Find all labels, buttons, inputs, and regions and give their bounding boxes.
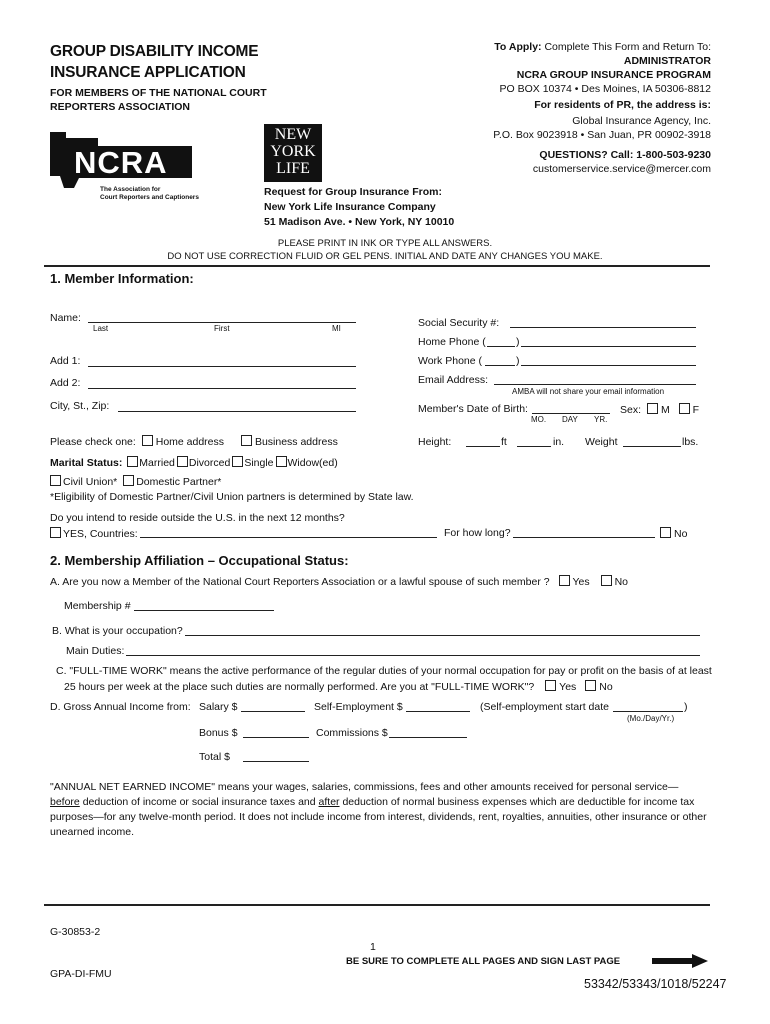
single-label: Single <box>244 457 274 469</box>
dob-mo-caption: MO. <box>531 415 547 424</box>
height-label: Height: <box>418 436 452 448</box>
single-checkbox[interactable] <box>232 456 243 467</box>
business-address-label: Business address <box>254 436 338 448</box>
reside-yes-checkbox[interactable] <box>50 527 61 538</box>
section-2-heading: 2. Membership Affiliation – Occupational Status: <box>50 553 349 568</box>
form-title-line2: INSURANCE APPLICATION <box>50 64 246 81</box>
full-time-yes-label: Yes <box>559 681 577 693</box>
member-question <box>50 575 628 588</box>
complete-all-pages-note: BE SURE TO COMPLETE ALL PAGES AND SIGN LAST PAGE <box>346 956 621 967</box>
form-code: G-30853-2 <box>50 926 101 938</box>
total-input[interactable] <box>243 749 309 762</box>
dob-day-caption: DAY <box>562 415 578 424</box>
home-address-checkbox[interactable] <box>142 435 153 446</box>
ncra-logo <box>50 132 200 204</box>
divorced-checkbox[interactable] <box>177 456 188 467</box>
request-line-1: Request for Group Insurance From: <box>264 186 442 198</box>
sex-f-checkbox[interactable] <box>679 403 690 414</box>
commissions-label: Commissions $ <box>316 727 388 739</box>
nyl-logo-word-2: YORK <box>270 143 316 160</box>
pr-heading: For residents of PR, the address is: <box>534 99 711 111</box>
definition-end: deduction of normal business expenses which are deductible for income tax <box>339 796 695 808</box>
partner-row <box>50 475 221 488</box>
sex-field <box>620 403 699 416</box>
questions-phone: QUESTIONS? Call: 1-800-503-9230 <box>539 149 711 161</box>
how-long-label: For how long? <box>444 527 511 539</box>
home-phone-input[interactable] <box>521 334 696 347</box>
pr-agency: Global Insurance Agency, Inc. <box>572 115 711 127</box>
business-address-checkbox[interactable] <box>241 435 252 446</box>
reside-yes-row <box>50 527 138 540</box>
divorced-label: Divorced <box>188 457 231 469</box>
reside-no-label: No <box>674 528 688 540</box>
mailing-address: PO BOX 10374 • Des Moines, IA 50306-8812 <box>499 83 711 95</box>
ssn-input[interactable] <box>510 315 696 328</box>
document-codes: 53342/53343/1018/52247 <box>584 977 727 991</box>
self-employment-start-paren: ) <box>684 701 688 713</box>
definition-line-4: unearned income. <box>50 826 135 838</box>
sex-m-label: M <box>660 404 670 416</box>
name-input[interactable] <box>88 310 356 323</box>
member-yes-checkbox[interactable] <box>559 575 570 586</box>
full-time-question <box>64 680 613 693</box>
add1-input[interactable] <box>88 354 356 367</box>
self-employment-start-input[interactable] <box>613 699 683 712</box>
form-title-line1: GROUP DISABILITY INCOME <box>50 43 259 60</box>
arrow-right-icon <box>652 954 708 968</box>
membership-number-input[interactable] <box>134 598 274 611</box>
countries-input[interactable] <box>140 525 437 538</box>
reside-question: Do you intend to reside outside the U.S. in the next 12 months? <box>50 512 345 524</box>
ncra-tagline-2: Court Reporters and Captioners <box>100 194 199 201</box>
height-in-unit: in. <box>553 436 565 448</box>
gpa-code: GPA-DI-FMU <box>50 968 112 980</box>
work-phone-input[interactable] <box>521 353 696 366</box>
main-duties-input[interactable] <box>126 643 700 656</box>
nyl-logo-word-1: NEW <box>274 126 312 143</box>
membership-number-label: Membership # <box>64 600 131 612</box>
annual-income-definition <box>50 780 720 840</box>
sex-m-checkbox[interactable] <box>647 403 658 414</box>
page-number: 1 <box>370 941 376 953</box>
apply-label: To Apply: <box>494 41 542 53</box>
weight-input[interactable] <box>623 434 681 447</box>
print-note-1: PLEASE PRINT IN INK OR TYPE ALL ANSWERS. <box>277 238 493 249</box>
work-phone-area-input[interactable] <box>485 353 515 366</box>
dob-input[interactable] <box>532 401 610 414</box>
request-line-3: 51 Madison Ave. • New York, NY 10010 <box>264 216 455 228</box>
reside-no-row <box>660 527 687 540</box>
civil-union-checkbox[interactable] <box>50 475 61 486</box>
definition-before: before <box>50 796 80 808</box>
married-label: Married <box>139 457 175 469</box>
city-label: City, St., Zip: <box>50 400 110 412</box>
mi-caption: MI <box>332 324 341 333</box>
salary-label: Salary $ <box>199 701 238 713</box>
request-line-2: New York Life Insurance Company <box>264 201 436 213</box>
bonus-label: Bonus $ <box>199 727 238 739</box>
address-type-row <box>50 435 338 448</box>
nyl-logo-word-3: LIFE <box>276 160 310 177</box>
occupation-label: B. What is your occupation? <box>52 625 183 637</box>
home-phone-area-input[interactable] <box>487 334 515 347</box>
definition-line-1: "ANNUAL NET EARNED INCOME" means your wages, salaries, commissions, fees and other amounts received for personal service— <box>50 781 679 793</box>
name-label: Name: <box>50 312 81 324</box>
height-in-input[interactable] <box>517 434 551 447</box>
email-label: Email Address: <box>418 374 489 386</box>
domestic-partner-label: Domestic Partner* <box>136 476 222 488</box>
ncra-logo-text: NCRA <box>74 145 168 180</box>
pr-address: P.O. Box 9023918 • San Juan, PR 00902-3918 <box>493 129 711 141</box>
form-subtitle-line2: REPORTERS ASSOCIATION <box>50 101 191 113</box>
height-ft-input[interactable] <box>466 434 500 447</box>
domestic-partner-checkbox[interactable] <box>123 475 134 486</box>
dob-label: Member's Date of Birth: <box>418 403 528 415</box>
marital-status-label: Marital Status: <box>50 457 123 469</box>
new-york-life-logo <box>264 124 322 182</box>
work-phone-paren: ) <box>516 355 520 367</box>
check-one-label: Please check one: <box>50 436 136 448</box>
sex-label: Sex: <box>620 404 642 416</box>
last-caption: Last <box>93 324 109 333</box>
ssn-label: Social Security #: <box>418 317 500 329</box>
add2-input[interactable] <box>88 376 356 389</box>
self-employment-label: Self-Employment $ <box>314 701 403 713</box>
home-address-label: Home address <box>155 436 225 448</box>
first-caption: First <box>214 324 230 333</box>
self-employment-input[interactable] <box>406 699 470 712</box>
start-date-caption: (Mo./Day/Yr.) <box>627 714 675 723</box>
height-ft-unit: ft <box>501 436 507 448</box>
reside-no-checkbox[interactable] <box>660 527 671 538</box>
married-checkbox[interactable] <box>127 456 138 467</box>
salary-input[interactable] <box>241 699 305 712</box>
marital-status-row <box>50 456 338 469</box>
print-note-2: DO NOT USE CORRECTION FLUID OR GEL PENS. INITIAL AND DATE ANY CHANGES YOU MAKE. <box>167 251 603 262</box>
commissions-input[interactable] <box>389 725 467 738</box>
email-input[interactable] <box>494 372 696 385</box>
full-time-yes-checkbox[interactable] <box>545 680 556 691</box>
program-name: NCRA GROUP INSURANCE PROGRAM <box>516 69 711 81</box>
definition-middle: deduction of income or social insurance taxes and <box>79 796 319 808</box>
full-time-no-label: No <box>599 681 613 693</box>
add2-label: Add 2: <box>50 377 81 389</box>
apply-line <box>371 40 711 54</box>
self-employment-start-label: (Self-employment start date <box>480 701 609 713</box>
bonus-input[interactable] <box>243 725 309 738</box>
weight-unit: lbs. <box>682 436 699 448</box>
home-phone-label: Home Phone ( <box>418 336 486 348</box>
apply-instructions <box>371 40 711 176</box>
footer-divider <box>44 904 710 906</box>
ncra-tagline-1: The Association for <box>100 186 161 193</box>
occupation-input[interactable] <box>185 623 700 636</box>
section-1-heading: 1. Member Information: <box>50 271 194 286</box>
dob-yr-caption: YR. <box>594 415 608 424</box>
member-question-text: A. Are you now a Member of the National Court Reporters Association or a lawful spouse of such member ? <box>50 576 550 588</box>
gross-income-label: D. Gross Annual Income from: <box>50 701 191 713</box>
total-label: Total $ <box>199 751 230 763</box>
section-divider <box>44 265 710 267</box>
member-no-label: No <box>614 576 629 588</box>
yes-countries-label: YES, Countries: <box>63 528 138 540</box>
definition-line-3: purposes—for any twelve-month period. It does not include income from interest, dividends, rent, royalties, annuities, other insurance or other <box>50 811 707 823</box>
apply-text: Complete This Form and Return To: <box>544 41 711 53</box>
definition-line-2 <box>50 795 720 810</box>
full-time-no-checkbox[interactable] <box>585 680 596 691</box>
work-phone-label: Work Phone ( <box>418 355 482 367</box>
city-input[interactable] <box>118 399 356 412</box>
full-time-question-text: 25 hours per week at the place such duties are normally performed. Are you at "FULL-TIME WORK"? <box>64 681 535 693</box>
main-duties-label: Main Duties: <box>66 645 125 657</box>
sex-f-label: F <box>692 404 700 416</box>
how-long-input[interactable] <box>513 525 655 538</box>
home-phone-paren: ) <box>516 336 520 348</box>
member-no-checkbox[interactable] <box>601 575 612 586</box>
amba-email-note: AMBA will not share your email information <box>512 387 665 396</box>
eligibility-note: *Eligibility of Domestic Partner/Civil Union partners is determined by State law. <box>50 491 414 503</box>
civil-union-label: Civil Union* <box>63 476 118 488</box>
member-yes-label: Yes <box>572 576 590 588</box>
contact-email: customerservice.service@mercer.com <box>532 163 711 175</box>
add1-label: Add 1: <box>50 355 81 367</box>
form-subtitle-line1: FOR MEMBERS OF THE NATIONAL COURT <box>50 87 267 99</box>
widowed-label: Widow(ed) <box>287 457 338 469</box>
widowed-checkbox[interactable] <box>276 456 287 467</box>
administrator-label: ADMINISTRATOR <box>623 55 711 67</box>
weight-label: Weight <box>585 436 618 448</box>
full-time-definition: C. "FULL-TIME WORK" means the active performance of the regular duties of your normal occupation for pay or profit on the basis of at least <box>56 665 712 677</box>
definition-after: after <box>318 796 340 808</box>
